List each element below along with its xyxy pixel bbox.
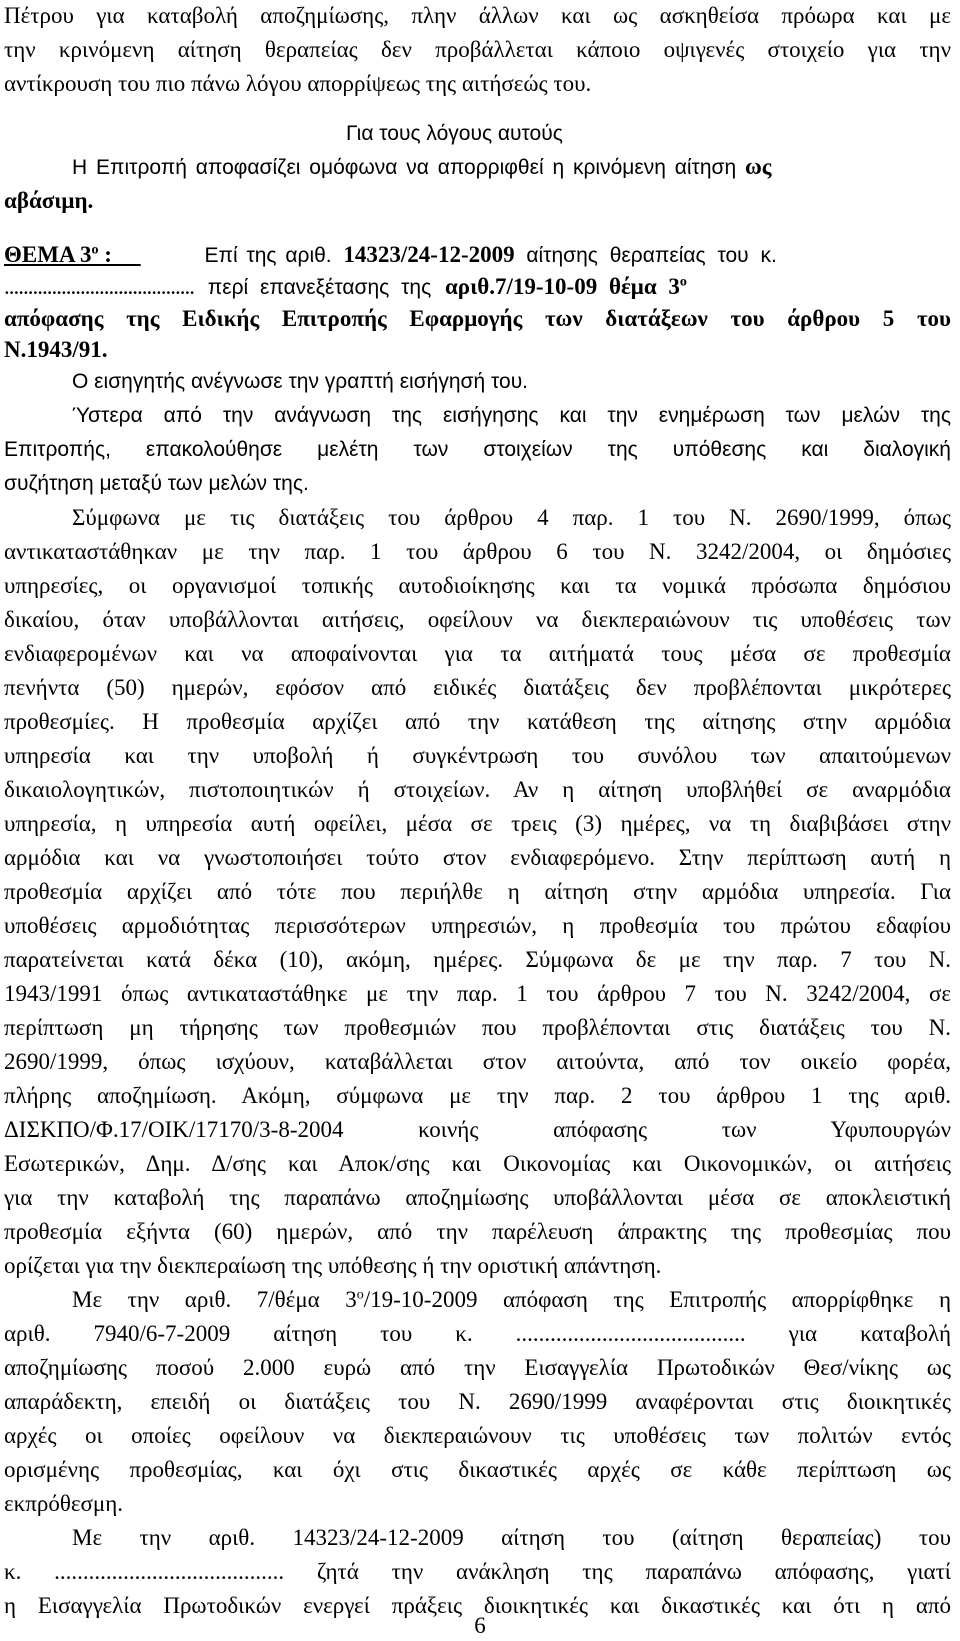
ref-decision-a: Με την αριθ. 7/θέμα 3 xyxy=(72,1287,357,1312)
text-line: υπηρεσία, η υπηρεσία αυτή οφείλει, μέσα σε τρεις (3) ημέρες, να τη διαβιβάσει στην xyxy=(4,811,951,836)
thema-line-2 xyxy=(4,273,951,302)
thema-colon: : xyxy=(98,242,141,267)
thema-sup: ο xyxy=(91,242,99,258)
text-line: αρμόδια και να γνωστοποιήσει τούτο στον ενδιαφερόμενο. Στην περίπτωση αυτή η xyxy=(4,845,951,870)
dots-placeholder: ........................................ xyxy=(4,274,194,299)
text-line: Ύστερα από την ανάγνωση της εισήγησης και την ενημέρωση των μελών της xyxy=(72,404,951,427)
text-line: ενδιαφερομένων και να αποφαίνονται για τα αιτήματά τους μέσα σε προθεσμία xyxy=(4,641,951,666)
text-line: υποθέσεις αρμοδιότητας περισσότερων υπηρεσιών, η προθεσμία του πρώτου εδαφίου xyxy=(4,913,951,938)
thema-text-c: αίτησης θεραπείας του κ. xyxy=(526,244,777,267)
text-line: Ο εισηγητής ανέγνωσε την γραπτή εισήγησή του. xyxy=(72,370,529,393)
text-line: αντίκρουση του πιο πάνω λόγου απορρίψεως της αιτήσεώς του. xyxy=(4,71,592,96)
text-line: ορισμένης προθεσμίας, και όχι στις δικαστικές αρχές σε κάθε περίπτωση ως xyxy=(4,1457,951,1482)
text-line: προθεσμία εξήντα (60) ημερών, από την παρέλευση άπρακτης της προθεσμίας που xyxy=(4,1219,951,1244)
text-line: κ. ........................................ ζητά την ανάκληση της παραπάνω απόφασης, γιατί xyxy=(4,1559,951,1584)
text-line: αρχές οι οποίες οφείλουν να διεκπεραιώνουν τις υποθέσεις των πολιτών εντός xyxy=(4,1423,951,1448)
text-line: ΔΙΣΚΠΟ/Φ.17/ΟΙΚ/17170/3-8-2004 κοινής απόφασης των Υφυπουργών xyxy=(4,1117,951,1142)
thema-label-text: ΘΕΜΑ 3 xyxy=(4,242,92,267)
heading-reasons: Για τους λόγους αυτούς xyxy=(346,122,563,145)
thema-line-4 xyxy=(4,336,951,364)
thema-line xyxy=(4,241,951,270)
text-line: Με την αριθ. 14323/24-12-2009 αίτηση του (αίτηση θεραπείας) του xyxy=(72,1525,951,1550)
thema-text-a: Επί της αριθ. xyxy=(204,244,332,267)
ref-decision-b: /19-10-2009 απόφαση της Επιτροπής απορρίφθηκε η xyxy=(363,1287,951,1312)
text-line: δικαιολογητικών, πιστοποιητικών ή στοιχείων. Αν η αίτηση υποβλήθεί σε αναρμόδια xyxy=(4,777,951,802)
text-line: Εσωτερικών, Δημ. Δ/σης και Αποκ/σης και Οικονομίας και Οικονομικών, οι αιτήσεις xyxy=(4,1151,951,1176)
text-line: περίπτωση μη τήρησης των προθεσμιών που προβλέπονται στις διατάξεις του Ν. xyxy=(4,1015,951,1040)
thema-number: 14323/24-12-2009 xyxy=(343,242,515,267)
text-line: υπηρεσίες, οι οργανισμοί τοπικής αυτοδιοίκησης και τα νομικά πρόσωπα δημόσιου xyxy=(4,573,951,598)
thema-line-3 xyxy=(4,305,951,333)
thema-line2-ref: αριθ.7/19-10-09 θέμα 3 xyxy=(444,274,680,299)
text-line: δικαίου, όταν υποβάλλονται αιτήσεις, οφείλουν να διεκπεραιώνουν τις υποθέσεις των xyxy=(4,607,951,632)
text-line: αποζημίωσης ποσού 2.000 ευρώ από την Εισαγγελία Πρωτοδικών Θεσ/νίκης ως xyxy=(4,1355,951,1380)
decision-bold-word: αβάσιμη. xyxy=(4,188,94,213)
thema-line2-sup: ο xyxy=(679,274,687,290)
text-line: αριθ. 7940/6-7-2009 αίτηση του κ. ........................................ για καταβολή xyxy=(4,1321,951,1346)
law-number: Ν.1943/91. xyxy=(4,337,108,362)
text-line: απαράδεκτη, επειδή οι διατάξεις του Ν. 2690/1999 αναφέρονται στις διοικητικές xyxy=(4,1389,951,1414)
page-number: 6 xyxy=(474,1613,486,1638)
text-line: παρατείνεται κατά δέκα (10), ακόμη, ημέρες. Σύμφωνα δε με την παρ. 7 του Ν. xyxy=(4,947,951,972)
thema-line3-bold: απόφασης της Ειδικής Επιτροπής Εφαρμογής των διατάξεων του άρθρου 5 του xyxy=(4,306,951,331)
text-line: προθεσμίες. Η προθεσμία αρχίζει από την κατάθεση της αίτησης στην αρμόδια xyxy=(4,709,951,734)
text-line xyxy=(72,1286,951,1314)
text-line: συζήτηση μεταξύ των μελών της. xyxy=(4,472,309,495)
text-line: για την καταβολή της παραπάνω αποζημίωσης υποβάλλονται μέσα σε αποκλειστική xyxy=(4,1185,951,1210)
text-line: 2690/1999, όπως ισχύουν, καταβάλλεται στον αιτούντα, από τον οικείο φορέα, xyxy=(4,1049,951,1074)
thema-label xyxy=(4,242,179,267)
thema-line2-bold xyxy=(445,274,687,299)
text-line: αντικαταστάθηκαν με την παρ. 1 του άρθρου 6 του Ν. 3242/2004, οι δημόσιες xyxy=(4,539,951,564)
text-line: πλήρης αποζημίωση. Ακόμη, σύμφωνα με την παρ. 2 του άρθρου 1 της αριθ. xyxy=(4,1083,951,1108)
text-line: ορίζεται για την διεκπεραίωση της υπόθεσης ή την οριστική απάντηση. xyxy=(4,1253,662,1278)
text-line: την κρινόμενη αίτηση θεραπείας δεν προβάλλεται κάποιο οψιγενές στοιχείο για την xyxy=(4,37,951,62)
text-line: Σύμφωνα με τις διατάξεις του άρθρου 4 παρ. 1 του Ν. 2690/1999, όπως xyxy=(72,505,951,530)
text-line: εκπρόθεσμη. xyxy=(4,1491,124,1516)
text-line: 1943/1991 όπως αντικαταστάθηκε με την παρ. 1 του άρθρου 7 του Ν. 3242/2004, σε xyxy=(4,981,951,1006)
text-line: Πέτρου για καταβολή αποζημίωσης, πλην άλλων και ως ασκηθείσα πρόωρα και με xyxy=(4,3,951,28)
thema-line2-text: περί επανεξέτασης της xyxy=(207,276,432,299)
ref-decision-sup: ο xyxy=(356,1287,364,1303)
decision-line xyxy=(72,153,772,182)
text-line: η Εισαγγελία Πρωτοδικών ενεργεί πράξεις διοικητικές και δικαστικές και ότι η από xyxy=(4,1593,951,1618)
decision-bold: ως xyxy=(745,154,772,179)
text-line: προθεσμία αρχίζει από τότε που περιήλθε η αίτηση στην αρμόδια υπηρεσία. Για xyxy=(4,879,951,904)
text-line: Επιτροπής, επακολούθησε μελέτη των στοιχείων της υπόθεσης και διαλογική xyxy=(4,438,951,461)
text-line: υπηρεσία και την υποβολή ή συγκέντρωση του συνόλου των απαιτούμενων xyxy=(4,743,951,768)
text-line: πενήντα (50) ημερών, εφόσον από ειδικές διατάξεις δεν προβλέπονται μικρότερες xyxy=(4,675,951,700)
decision-continued xyxy=(4,187,951,215)
decision-text: Η Επιτροπή αποφασίζει ομόφωνα να απορριφθεί η κρινόμενη αίτηση xyxy=(72,156,737,179)
